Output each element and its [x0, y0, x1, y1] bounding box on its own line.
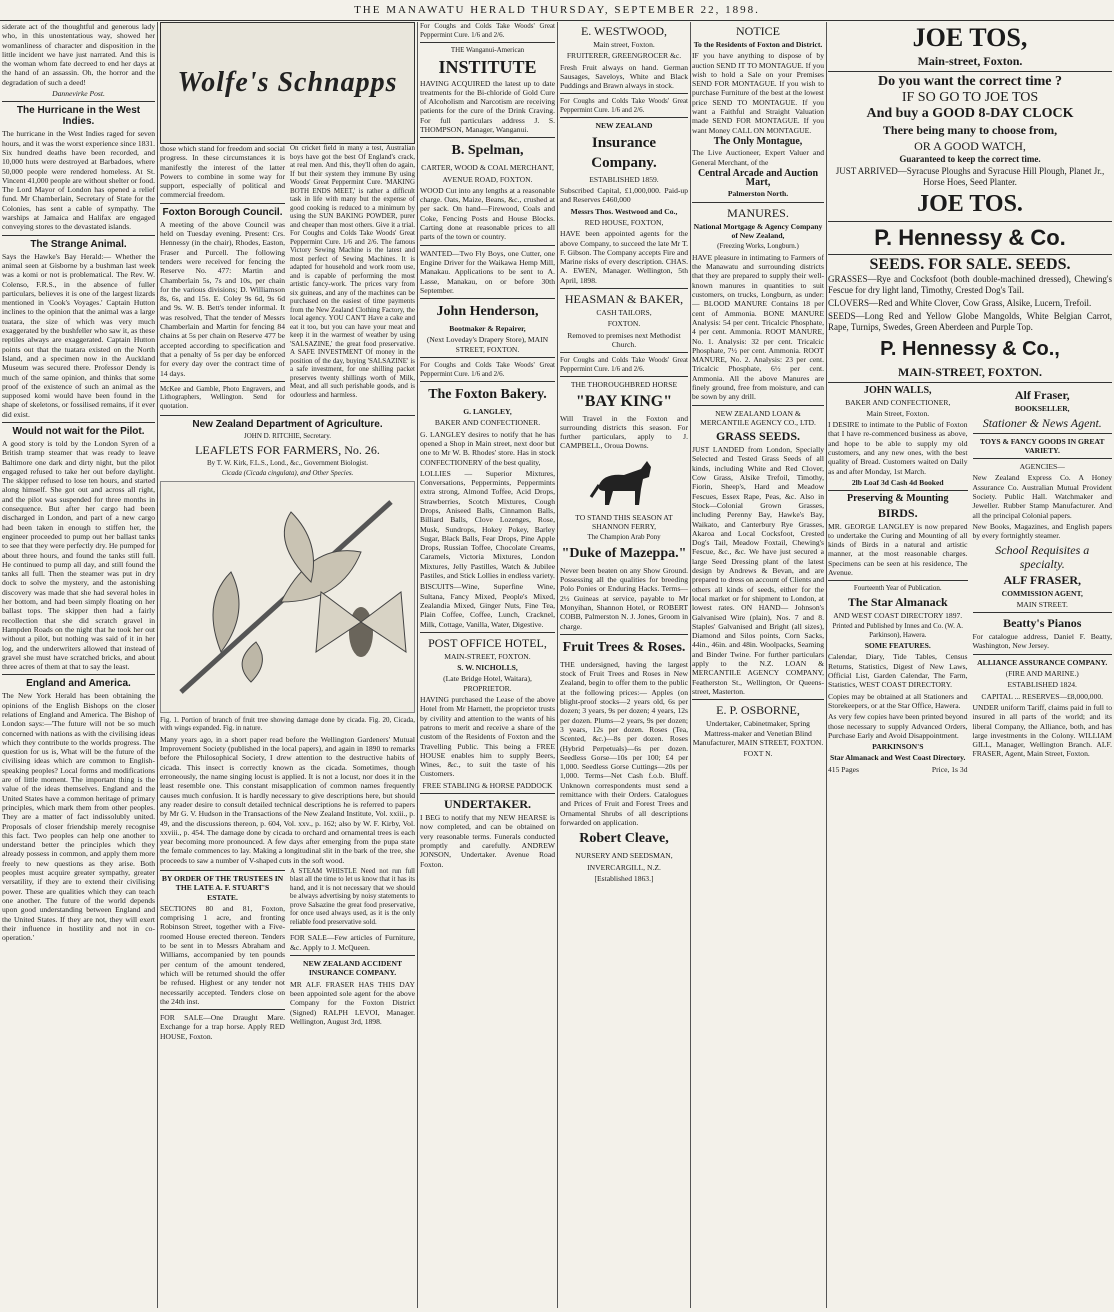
mazeppa-title: "Duke of Mazeppa." [561, 545, 687, 561]
features-text: Calendar, Diary, Tide Tables, Census Returns, Statistics, Digest of New Laws, Official List, Garden Calendar, The Farm, Statistics, WEST COAST DIRECTORY. [828, 652, 968, 690]
institute-text: HAVING ACQUIRED the latest up to date treatments for the Bi-chloride of Gold Cure of Alcoholism and Narcotism are receiving patients for the cure of the Drink Craving. For full particulars address J. S. THOMPSON, Manager, Wanganui. [420, 78, 555, 134]
toys: TOYS & FANCY GOODS IN GREAT VARIETY. [980, 436, 1105, 455]
capital-reserves: CAPITAL ... RESERVES—£8,000,000. [981, 691, 1104, 701]
fruit-text: Fresh Fruit always on hand. German Sausages, Saveloys, White and Black Puddings and Brawn always in stock. [560, 62, 688, 91]
cure-ad-4: For Coughs and Colds Take Woods' Great Peppermint Cure. 1/6 and 2/6. [560, 356, 688, 373]
cleave-title: Robert Cleave, [579, 831, 669, 847]
copies-text: Copies may be obtained at all Stationers and Storekeepers, or at the Star Office, Hawera. [828, 691, 968, 710]
seeds-title: SEEDS. FOR SALE. SEEDS. [869, 256, 1071, 274]
alf-title-2: ALF FRASER, [1003, 572, 1082, 587]
established-1824: ESTABLISHED 1824. [1007, 680, 1077, 690]
manures-title: MANURES. [727, 205, 789, 220]
undertaker-text: I BEG to notify that my NEW HEARSE is now completed, and can be obtained on very reasonable terms. Funerals conducted promptly and carefully. ANDREW JONSON, Undertaker. Avenue Road Foxton. [420, 813, 555, 869]
westwood-co: Messrs Thos. Westwood and Co., [570, 206, 678, 216]
stationer: Stationer & News Agent. [982, 415, 1102, 430]
mazeppa-text: Never been beaten on any Show Ground. Possessing all the qualities for breeding Polo Ponies or Enduring Hacks. Terms—2½ Guineas at service, payable to Mr Monyihan, Shannon Hotel, or ROBERT COBB, Palmerston N. J. Jones, Groom in charge. [560, 565, 688, 631]
fraser-text: MR ALF. FRASER HAS THIS DAY been appointed sole agent for the above Company for the Foxton District (Signed) RALPH LEVOI, Manager. Wellington, August 3rd, 1898. [290, 979, 415, 1026]
clovers-text: CLOVERS—Red and White Clover, Cow Grass, Alsike, Lucern, Trefoil. [828, 298, 1092, 309]
notice-text: IF you have anything to dispose of by auction SEND IT TO MONTAGUE. If you wish to hold a Sale on your Premises SEND FOR MONTAGUE. If you wish to purchase Furniture of the best at the lowest price SEND TO MONTAGUE. If you want a Faithful and Straight Valuation made SEND FOR MONTAGUE. If you want Money CALL ON MONTAGUE. [692, 51, 824, 135]
estate-title: BY ORDER OF THE TRUSTEES IN THE LATE A. F. STUART'S ESTATE. [161, 873, 284, 902]
pilot-title: Would not wait for the Pilot. [12, 425, 145, 437]
books-text: New Books, Magazines, and English papers by every fortnightly steamer. [972, 521, 1112, 541]
hennessy-addr: MAIN-STREET, FOXTON. [898, 365, 1042, 380]
manures-text: HAVE pleasure in intimating to Farmers of the Manawatu and surrounding districts that they are prepared to supply their well-known manures in quantities to suit customers, on trucks, Longburn, as under:— BLOOD MANURE Contains 18 per cent of Ammonia. BONE MANURE Analysis: 54 per cent. Tricalcic Phosphate, 4 per cent. Ammonia. ROOT MANURE, No. 1. Analysis: 32 per cent. Tricalcic Phosphate, 7½ per cent. Ammonia. ROOT MANURE, No. 2. Analysis: 23 per cent. Tricalcic Phosphate, 6½ per cent. Ammonia. All the above Manures are finely ground, free from moisture, and can be sown by any drill. [692, 252, 824, 402]
redhouse: RED HOUSE, FOXTON, [584, 217, 664, 227]
intro-source: Dannevirke Post. [52, 89, 105, 99]
few-text: As very few copies have been printed beyond those necessary to supply Advanced Orders, Purchase Early and Avoid Disappointment. [828, 712, 968, 740]
undertaker-title: UNDERTAKER. [443, 797, 532, 812]
agencies-text: New Zealand Express Co. A Honey Assurance Co. Australian Mutual Provident Society. Public Hall. Watchmaker and Jeweller. Rubber Stamp Manufacturer. And all the principal Colonial papers. [972, 473, 1112, 520]
leaflets-author: By T. W. Kirk, F.L.S., Lond., &c., Government Biologist. [207, 458, 368, 467]
joe-tos-2: JOE TOS. [917, 191, 1023, 218]
grass-text: JUST LANDED from London, Specially Selected and Tested Grass Seeds of all kinds, including White and Red Clover, Cow Grass, Alsike Trefoil, Timothy, Fiorin, Sheep's, Hard and Meadow Fescues, Essex Rape, Peas, &c. Also in Stock—Colonial Grown Grasses, including Perenny Bay, Hawke's Bay, Waikato, and Canterbury Rye Grasses, Akaroa and Local Cocksfoot, Crested Dog's Tail, Meadow Foxtail, Chewing's Fescue, &c., &c. We have just secured a large Seed Dressing plant of the latest design by Andrews & Bevan, and are prepared to dress on account of Clients and others all kinds of seeds, either for the local market or for shipment to London, at lowest rates. ON HAND— Johnson's Galvanised Wire (plain), Nos. 7 and 8. Staples' Galvanised and Bright (all sizes), Diamond and Silos points, Corn Sacks, 44in., 46in. and 48in. Woolpacks, Seaming and Binder Twine. For further particulars apply to the N.Z. LOAN & MERCANTILE AGENCY COMPANY, Featherston St., Wellington, Or Queens-street, Masterton. [692, 445, 824, 696]
pilot-text: A good story is told by the London Syren of a British tramp steamer that was ready to leave Baltimore one dark and dirty night, but the pilot engaged refused to take her out before daylight. The skipper refused to lose ten hours, and started along himself. She got out and across all right, and the pilot was suspended for three months in consequence. But after her cargo had been discharged in London, and part of a new cargo had been taken in enough to stiffen her, the engineer proceeded to pump out her ballast tanks to see that they were perfectly dry. He pumped for about three hours, and found the tanks still full. He continued to pump all day, and still found the tanks all full. Then the steamer was put in dry dock to solve the mystery, and the astonishing discovery was made that she had several holes in her bottom, and had been simply floating on her ballast tops. The skipper then had a fairly recollection that she did scratch gravel in Hampden Roads on the night that he took her out without a pilot, but nothing was said of it in her log, and the underwriters allowed that instead of gravel she must have scratched bricks, and about three acres of them at that to say the least. [2, 438, 155, 672]
fire-marine: (FIRE AND MARINE.) [1005, 669, 1079, 679]
nicholls-text: HAVING purchased the Lease of the above Hotel from Mr Harnett, the proprietor trusts by civility and attention to the wants of his patrons to merit and receive a share of the custom of the Residents of Foxton and the Travelling Public. This being a FREE HOUSE enables him to supply Beers, Wines, &c., to suit the taste of his Customers. [420, 695, 555, 779]
to-residents: To the Residents of Foxton and District. [693, 40, 823, 49]
figure-caption: Fig. 1. Portion of branch of fruit tree showing damage done by cicada. Fig. 20, Cicada, with wings expanded. Fig. in nature. [160, 715, 415, 733]
only-montague: The Only Montague, [713, 135, 803, 147]
fruiterer: FRUITERER, GREENGROCER &c. [566, 51, 682, 61]
column-4 [560, 22, 688, 1308]
bookseller: BOOKSELLER, [1014, 404, 1070, 414]
post-addr: MAIN-STREET, FOXTON. [444, 651, 531, 661]
insurance-title: Insurance Company. [591, 134, 657, 171]
england-text: The New York Herald has been obtaining the opinions of the English Bishops on the closer relations of England and America. The Bishop of London says:—'The future will not be so much concerned with nations as with the civilising ideas which they contribute to the worlds progress. The question for us is, What will be the future of the civilising ideas which are common to English-speaking peoples? Local forms and modifications are of little moment. The important thing is the value of the ideas themselves. England and the United States have a common heritage of primary principles, which mark them from other peoples. They are a matter of fact indissolubly united. Proposals of closer friendship merely recognise this fact. Two peoples can help one another to understand better the principles which they already possess in common, and apply them more freely to new questions as they arise. Both peoples must acquire greater sympathy, greater versatility, if they are to extend their civilising power. These are qualities which they can teach one another. The future of the world depends upon good understanding between England and the United States. If they are not, they will exert their influence in hostility and not in co-operation.' [2, 691, 155, 943]
institute-pre: THE Wanganui-American [450, 46, 525, 54]
draught-text: FOR SALE—One Draught Mare. Exchange for a trap horse. Apply RED HOUSE, Foxton. [160, 1013, 285, 1041]
henderson-sub: Bootmaker & Repairer, [449, 324, 526, 334]
henderson-addr: (Next Loveday's Drapery Store), MAIN STREET, FOXTON. [426, 335, 549, 354]
preserving-title: Preserving & Mounting [847, 493, 949, 505]
alliance-title: ALLIANCE ASSURANCE COMPANY. [977, 657, 1108, 667]
watch: OR A GOOD WATCH, [914, 139, 1026, 153]
westcoast: AND WEST COAST DIRECTORY 1897. [833, 610, 963, 620]
joe-addr: Main-street, Foxton. [917, 54, 1023, 68]
logo-text: Wolfe's Schnapps [177, 67, 398, 98]
price-line [828, 765, 968, 774]
spelman-text: WOOD Cut into any lengths at a reasonable charge. Oats, Maize, Beans, &c., crushed at per sack. On hand—Firewood, Coals and Coke, Fencing Posts and House Blocks. Carting done at reasonable prices to all parts of the town or country. [420, 185, 555, 242]
westwood-addr: Main street, Foxton. [593, 40, 655, 49]
osborne-sub: Undertaker, Cabinetmaker, Spring Mattress-maker and Venetian Blind Manufacturer, MAIN STREET, FOXTON. [692, 719, 824, 747]
only-text: The Live Auctioneer, Expert Valuer and General Merchant, of the [692, 148, 824, 167]
foxton-label: FOXTON. [607, 319, 641, 329]
price: Price, 1s 3d [931, 764, 968, 774]
osborne-title: E. P. OSBORNE, [716, 703, 800, 718]
bayking-title: "BAY KING" [575, 392, 673, 410]
column-3 [420, 22, 555, 1308]
walls-addr: Main Street, Foxton. [866, 408, 930, 418]
guaranteed: Guaranteed to keep the correct time. [899, 154, 1041, 164]
cicada-title: Cicada (Cicada cingulata), and Other Species. [221, 469, 354, 478]
spelman-sub: CARTER, WOOD & COAL MERCHANT, [421, 163, 554, 173]
grass-title: GRASS SEEDS. [715, 429, 801, 444]
column-1 [2, 22, 155, 1308]
ifso: IF SO GO TO JOE TOS [901, 90, 1039, 105]
hennessy-title: P. Hennessy & Co. [874, 225, 1066, 251]
hennessy-title-2: P. Hennessy & Co., [880, 338, 1060, 361]
agencies: AGENCIES— [1019, 462, 1065, 472]
cicada-illustration [160, 481, 415, 713]
palmerston: Palmerston North. [727, 189, 789, 199]
accident-title: NEW ZEALAND ACCIDENT INSURANCE COMPANY. [302, 959, 403, 978]
freezing: (Freezing Works, Longburn.) [717, 242, 799, 251]
star-title-2: Star Almanack and West Coast Directory. [830, 753, 966, 763]
printed: Printed and Published by Innes and Co. (W. A. Parkinson), Hawera. [832, 622, 964, 639]
langley-text: G. LANGLEY desires to notify that he has opened a Shop in Main street, next door but one to Mr W. B. Rhodes' store. Has in stock CONFECTIONERY of the best quality, [420, 429, 555, 467]
council-title: Foxton Borough Council. [162, 206, 283, 218]
notice-title: NOTICE [736, 24, 780, 38]
nz-insurance-pre: NEW ZEALAND [595, 121, 653, 131]
pages: 415 Pages [828, 764, 860, 774]
horse-title: THE THOROUGHBRED HORSE [570, 380, 678, 390]
walls-title: JOHN WALLS, [863, 385, 932, 397]
features-title: SOME FEATURES. [864, 641, 931, 651]
dept-title: New Zealand Department of Agriculture. [192, 419, 383, 431]
wanted-text: WANTED—Two Fly Boys, one Cutter, one Engine Driver for the Waikawa Hemp Mill, Manakau. Applications to be sent to A. Lasse, Manakau, on or before 30th September. [420, 248, 555, 295]
langley-title: G. LANGLEY, [463, 407, 512, 417]
cleave-est: [Established 1863.] [594, 873, 654, 883]
leaflet-text: Many years ago, in a short paper read before the Wellington Gardeners' Mutual Improvement Society (published in the local papers), and again in 1890 to remarks before the Philosophical Society, I drew attention to the destructive habits of cicada. This insect is correctly known as the cicada. Sometimes, though erroneously, the name singing locust is applied. It is not a locust, nor does it in the least resemble one. This constant misapplication of common names frequently causes much confusion. It is hardly necessary to give descriptions here, but should any reader desire to consult detailed technical descriptions he is referred to papers by Mr G. V. Hudson in the Transactions of the New Zealand Institute, Vol. xxiii., p. 49, and the discussions thereon, p. 604, Vol. xxv., p. 162; also by W. F. Kirby, Vol. xxviii., p. 454. The damage done by cicada to orchard and ornamental trees is each year becoming more pronounced. A few days after emerging from the pupa state the female commences to lay. Making a longitudinal slit in the bark of the tree, she proceeds to saw a number of V-shaped cuts in the soft wood. [160, 734, 415, 865]
heasman-title: HEASMAN & BAKER, [564, 292, 684, 307]
masthead: THE MANAWATU HERALD THURSDAY, SEPTEMBER 22, 1898. [0, 0, 1114, 21]
westwood-title: E. WESTWOOD, [580, 24, 668, 38]
nzloan-title: NEW ZEALAND LOAN & MERCANTILE AGENCY CO., LTD. [700, 408, 816, 427]
joe-tos-title: JOE TOS, [912, 23, 1028, 52]
parkinson: PARKINSON'S [872, 742, 924, 752]
walls-text: I DESIRE to intimate to the Public of Foxton that I have re-commenced business as above, and hope to be able to supply my old customers, and any new ones, with the best quality of Bread. Customers waited on Daily as and after Monday, 1st March. [828, 420, 968, 476]
fruit-trees-title: Fruit Trees & Roses. [562, 639, 686, 655]
leaflets-title: LEAFLETS FOR FARMERS, No. 26. [195, 442, 380, 457]
champion-text: The Champion Arab Pony [587, 533, 661, 542]
stabling-text: FREE STABLING & HORSE PADDOCK [422, 780, 553, 790]
steam-text: A STEAM WHISTLE Need not run full blast all the time to let us know that it has its hand, and it is not necessary that we should be always advertising by noisy statements to prove Salsazine the great food preservative, for once used always used, as it is the only reliable food preservative sold. [290, 866, 415, 926]
mckee-text: McKee and Gamble, Photo Engravers, and Lithographers, Wellington. Send for quotation. [160, 384, 285, 410]
arrived: JUST ARRIVED—Syracuse Ploughs and Syracuse Hill Plough, Planet Jr., Horse Hoes, Seed Planter. [835, 166, 1105, 188]
beatty-title: Beatty's Pianos [1003, 616, 1082, 631]
post-title: POST OFFICE HOTEL, [428, 635, 547, 650]
under-text: UNDER uniform Tariff, claims paid in full to insured in all parts of the world; and its liberal Company, the Alliance, both, and has large investments in the Colony. WILLIAM GILL, Manager, Wellington Branch. ALF. FRASER, Agent, Main Street, Foxton. [972, 702, 1112, 759]
fourteenth: Fourteenth Year of Publication. [853, 584, 942, 593]
horse-illustration [560, 453, 688, 513]
column-5 [692, 22, 824, 1308]
henderson-title: John Henderson, [436, 304, 539, 320]
column-6 [828, 22, 1112, 1308]
nicholls-title: S. W. NICHOLLS, [457, 663, 518, 673]
hurricane-text: The hurricane in the West Indies raged for seven hours, and it was the worst experience since 1831. Six hundred deaths have been recorded, and 10,000 huts were destroyed at Barbadoes, where 50,000 people were rendered homeless. At St. Vincent 41,000 people are without shelter or food. The Lord Mayor of London has opened a relief fund. Mr Chamberlain, Secretary of State for the Colonies, has sent a cable of sympathy. The warships at Jamaica and Halifax are engaged conveying stores to the devastated islands. [2, 129, 155, 232]
col2-text-a: those which stand for freedom and social progress. In these circumstances it is manifestly the interest of the latter Powers to combine in some way for support, especially of political and commercial freedom. [160, 144, 285, 200]
spelman-title: B. Spelman, [451, 143, 524, 159]
school: School Requisites a specialty. [995, 542, 1090, 571]
cicada-drawing [161, 482, 414, 710]
many: There being many to choose from, [882, 123, 1058, 137]
main-street: MAIN STREET. [1016, 599, 1068, 609]
clock: And buy a GOOD 8-DAY CLOCK [866, 106, 1074, 121]
stand-text: TO STAND THIS SEASON AT SHANNON FERRY, [575, 512, 673, 532]
secretary: JOHN D. RITCHIE, Secretary. [243, 432, 332, 441]
hurricane-title: The Hurricane in the West Indies. [16, 105, 141, 128]
capital-text: Subscribed Capital, £1,000,000. Paid-up and Reserves £460,000 [560, 186, 688, 205]
commission: COMMISSION AGENT, [1001, 588, 1083, 598]
removed-text: Removed to premises next Methodist Church. [567, 330, 681, 349]
horse-icon [589, 455, 659, 510]
central-arcade: Central Arcade and Auction Mart, [697, 167, 819, 189]
grasses-text: GRASSES—Rye and Cocksfoot (both double-machined dressed), Chewing's Fescue for dry light land, Timothy, Crested Dog's Tail. [828, 274, 1112, 296]
established: ESTABLISHED 1859. [589, 174, 659, 184]
bayking-text: Will Travel in the Foxton and surrounding districts this season. For further particulars, apply to J. CAMPBELL, Oroua Downs. [560, 413, 688, 451]
fruit-trees-text: THE undersigned, having the largest stock of Fruit Trees and Roses in New Zealand, begin to offer them to the public at the following prices:— Apples (on blight-proof stocks—2 years old, 6s per dozen; 3 years, 9s per dozen; 4 years, 12s per dozen. Plums—2 years, 9s per dozen; 3 years, 12s per dozen. Roses (Tea, Scented, &c.)—8s per dozen. Roses (Hybrid Perpetuals)—6s per dozen. Seedless Gorse—10s per 100; £4 per 1,000. Seedless Gorse Cuttings—20s per 1,000. Terms—Net Cash f.o.b. Bluff. Unknown correspondents must send a remittance with their Orders. Catalogues and Prices of Fruit and Forest Trees and Ornamental Shrubs of all descriptions forwarded on application. [560, 659, 688, 827]
foxt-label: FOXT N. [743, 749, 773, 759]
biscuits-text: BISCUITS—Wine, Superfine Wine, Sultana, Fancy Mixed, People's Mixed, Zealandia Mixed, Ginger Nuts, Fine Tea, Plain Coffee, Coffee, Lunch, Cracknel, Milk, Cottage, Vanilla, Water, Digestive. [420, 582, 555, 629]
alf-title: Alf Fraser, [1014, 388, 1070, 403]
bakery-title: The Foxton Bakery. [428, 387, 547, 403]
cure-ad-3: For Coughs and Colds Take Woods' Great Peppermint Cure. 1/6 and 2/6. [560, 97, 688, 114]
loaf-text: 2lb Loaf 3d Cash 4d Booked [851, 477, 944, 487]
spelman-addr: AVENUE ROAD, FOXTON. [442, 174, 533, 184]
institute-title: INSTITUTE [438, 56, 537, 77]
beatty-text: For catalogue address, Daniel F. Beatty, Washington, New Jersey. [972, 632, 1112, 651]
correct-time: Do you want the correct time ? [877, 74, 1063, 89]
birds-text: MR. GEORGE LANGLEY is now prepared to undertake the Curing and Mounting of all kinds of Birds in a natural and artistic manner, at the most reasonable charges. Specimens can be seen at his residence, The Avenue. [828, 521, 968, 578]
cleave-addr: INVERCARGILL, N.Z. [587, 862, 661, 872]
star-title: The Star Almanack [847, 594, 948, 609]
agents-text: HAVE been appointed agents for the above Company, to succeed the late Mr T. F. Gibson. The Company accepts Fire and Marine risks of every description. CHAS. A. EWEN, Manager. Wellington, 5th April, 1898. [560, 229, 688, 285]
seeds-text: SEEDS—Long Red and Yellow Globe Mangolds, White Belgian Carrot, Rape, Turnips, Swedes, Green Aberdeen and Purple Top. [828, 311, 1112, 333]
walls-sub: BAKER AND CONFECTIONER, [845, 397, 951, 407]
england-title: England and America. [26, 678, 131, 690]
lollies-text: LOLLIES — Superior Mixtures, Conversations, Peppermints, Peppermints extra strong, Almond Toffee, Acid Drops, Strawberries, Scotch Mixtures, Cough Drops, Aniseed Balls, Cinnamon Balls, Billiard Balls, Clove Lozenges, Rose, Musk, Sundrops, Hokey Pokey, Barley Sugar, Black Balls, Fear Drops, Pine Apple Drops, Russian Toffee, Chocolate Creams, Caramels, Victoria Mixtures, London Mixtures, Jelly Pastilles, Watch & Jubilee Pastiles, and Stick Lollies in endless variety. [420, 468, 555, 581]
cure-ad-2: For Coughs and Colds Take Woods' Great Peppermint Cure. 1/6 and 2/6. [420, 361, 555, 378]
cure-ad-1: For Coughs and Colds Take Woods' Great Peppermint Cure. 1/6 and 2/6. [420, 22, 555, 39]
intro-text: siderate act of the thoughtful and generous lady who, in this unostentatious way, showed her womanliness of character and disposition in the little incident we have just narrated. And this is the woman whom fate decreed to end her days at the hand of an assassin. Oh, the horror and the degradation of such a deed! [2, 22, 155, 87]
council-text: A meeting of the above Council was held on Tuesday evening. Present: Crs. Hennessy (in the chair), Rhodes, Easton, Fraser and Purcell. The following tenders were received for fencing the Reserve No. 477: Martin and Chamberlain 5s, 7s and 10s, per chain for the various divisions; D. Williamson 8s, 6s, and 15s. E. Coley 9s 6d, 9s 6d and 9s. W. B. Bett's tender informal. It was resolved, That the tender of Messrs Chamberlain and Martin for fencing 84 chains at 5s per chain on Reserve 477 be accepted according to specification and that a penalty of 5s per day be enforced for every day over the contract time of 14 days. [160, 219, 285, 378]
col2-text-b: On cricket field in many a test, Australian boys have got the best Of England's crack, at real men. And this, they'll often do again, If but their system they immune By using Woods' Great Peppermint Cure. 'MAKING BOTH ENDS MEET,' is rather a difficult task in life with many but the expense of good cooking is reduced to a minimum by using the SUN BAKING POWDER, purer and cheaper than most others. Give it a trial. For Coughs and Colds Take Woods' Great Peppermint Cure. 1/6 and 2/6. The famous Victory Sewing Machine is the latest and most perfect of Sewing Machines. It is adapted for household and work room use, and is capable of performing the most artistic fancy-work. The prices vary from six guineas, and any of the machines can be purchased on the easiest of time payments from the New Zealand Clothing Factory, the local agency. YOU CAN'T Have a cake and eat it too, but you can have your meat and keep it in the warmest of weather by using 'SALSAZINE,' the great food preservative. A SAFE INVESTMENT Of money in the position of the day, buying 'SALSAZINE' is a safe investment, for one shilling packet preserves twenty shillings worth of Milk, Meat, and all such perishable goods, and is odourless and harmless. [290, 144, 415, 399]
schnapps-logo [160, 22, 415, 144]
animal-title: The Strange Animal. [30, 238, 127, 250]
langley-sub: BAKER AND CONFECTIONER. [434, 418, 541, 428]
tailors: CASH TAILORS, [596, 308, 652, 318]
cleave-sub: NURSERY AND SEEDSMAN, [575, 851, 673, 861]
nicholls-sub: (Late Bridge Hotel, Waitara), PROPRIETOR. [443, 674, 532, 693]
birds-title: BIRDS. [877, 505, 918, 520]
nml-title: National Mortgage & Agency Company of New Zealand, [693, 221, 823, 241]
sale-text: FOR SALE—Few articles of Furniture, &c. Apply to J. McQueen. [290, 933, 415, 952]
column-2 [160, 22, 415, 1308]
animal-text: Says the Hawke's Bay Herald:— Whether the animal seen at Gisborne by a bushman last week was a komi or not is problematical. The Rev. W. Colenso, F.R.S., in the absence of fuller particulars, believes it is one of the largest lizards mentioned in 'Cook's Voyages.' Captain Hutton inclines to the opinion that the animal was a large tuatara, the size of which was very much exaggerated by the bushfeller who saw it, as these reptiles always are exaggerated. Captain Hutton points out that the tuatara existed on the North Island, and a specimen now in the Auckland Museum was secured there. Professor Dendy is much of the same opinion, and thinks that some proof of the existence of such an animal as the supposed komi would have been found in the shape of skeletons, or fossilised remains, if it ever did exist. [2, 251, 155, 419]
estate-text: SECTIONS 80 and 81, Foxton, comprising 1 acre, and fronting Robinson Street, together with a Five-roomed House erected thereon. Tenders to be sent in to Messrs Abraham and Williams, accompanied by ten pounds per centum of the amount tendered, which will be returned should the offer be refused. Highest or any tender not necessarily accepted. Tenders close on the 24th inst. [160, 903, 285, 1006]
